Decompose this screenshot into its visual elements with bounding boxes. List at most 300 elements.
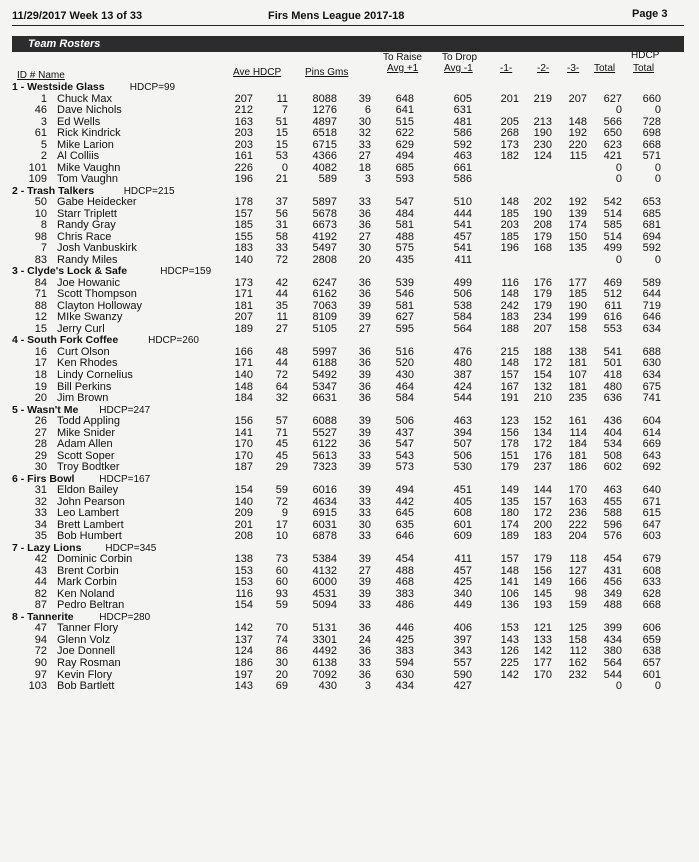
team-name: 3 - Clyde's Lock & Safe xyxy=(12,265,128,278)
player-total: 0 xyxy=(615,253,622,266)
player-games: 36 xyxy=(358,276,371,289)
player-id: 42 xyxy=(34,553,47,566)
player-to-raise: 629 xyxy=(395,138,414,151)
player-id: 98 xyxy=(34,230,47,243)
player-name: Randy Gray xyxy=(57,219,116,232)
player-games: 36 xyxy=(358,668,371,681)
player-to-drop: 425 xyxy=(453,576,472,589)
player-game-1: 142 xyxy=(500,668,519,681)
player-pins: 1276 xyxy=(312,104,337,117)
team-header-row xyxy=(0,405,699,416)
team-hdcp: HDCP=260 xyxy=(148,335,199,347)
player-game-3: 127 xyxy=(568,564,587,577)
player-hdcp: 44 xyxy=(275,357,288,370)
player-game-1: 151 xyxy=(500,449,519,462)
player-to-raise: 584 xyxy=(395,392,414,405)
player-game-1: 148 xyxy=(500,357,519,370)
player-total: 456 xyxy=(603,576,622,589)
player-id: 1 xyxy=(40,92,47,105)
player-game-2: 183 xyxy=(533,530,552,543)
player-id: 10 xyxy=(34,207,47,220)
player-row xyxy=(0,554,699,565)
player-game-3: 98 xyxy=(574,587,587,600)
player-game-1: 136 xyxy=(500,599,519,612)
player-hdcp-total: 685 xyxy=(642,207,661,220)
player-name: Joe Donnell xyxy=(57,645,116,658)
player-hdcp: 29 xyxy=(275,461,288,474)
player-name: Bill Perkins xyxy=(57,380,112,393)
player-game-1: 185 xyxy=(500,230,519,243)
player-hdcp: 27 xyxy=(275,322,288,335)
player-game-2: 208 xyxy=(533,219,552,232)
team-hdcp: HDCP=167 xyxy=(99,473,151,485)
player-game-1: 149 xyxy=(500,484,519,497)
player-hdcp: 60 xyxy=(275,576,288,589)
player-to-drop: 590 xyxy=(453,668,472,681)
player-id: 97 xyxy=(34,668,47,681)
player-game-3: 222 xyxy=(568,518,587,531)
player-to-drop: 586 xyxy=(453,127,472,140)
player-hdcp: 53 xyxy=(275,150,288,163)
player-pins: 6162 xyxy=(312,288,337,301)
player-to-drop: 444 xyxy=(453,207,472,220)
player-to-drop: 530 xyxy=(453,461,472,474)
player-pins: 6016 xyxy=(312,484,337,497)
player-total: 434 xyxy=(603,633,622,646)
player-name: Dominic Corbin xyxy=(57,553,133,566)
player-to-raise: 515 xyxy=(395,115,414,128)
player-game-3: 185 xyxy=(568,288,587,301)
player-total: 421 xyxy=(603,150,622,163)
player-to-raise: 446 xyxy=(395,622,414,635)
player-total: 512 xyxy=(603,288,622,301)
player-id: 61 xyxy=(34,127,47,140)
player-game-2: 172 xyxy=(533,357,552,370)
player-id: 84 xyxy=(34,276,47,289)
player-name: Dave Nichols xyxy=(57,104,122,117)
player-games: 39 xyxy=(358,461,371,474)
team-hdcp: HDCP=99 xyxy=(129,82,176,93)
player-to-raise: 520 xyxy=(395,357,414,370)
player-name: Adam Allen xyxy=(57,438,113,451)
player-name: Al Colliis xyxy=(57,150,100,163)
player-hdcp-total: 633 xyxy=(642,576,661,589)
player-game-3: 174 xyxy=(568,219,587,232)
player-pins: 4366 xyxy=(312,150,337,163)
player-hdcp: 9 xyxy=(281,507,288,520)
player-hdcp: 17 xyxy=(275,518,288,531)
player-id: 46 xyxy=(34,104,47,117)
player-pins: 430 xyxy=(318,680,337,693)
player-total: 0 xyxy=(615,680,622,693)
player-game-2: 172 xyxy=(533,507,552,520)
col-ave-hdcp: Ave HDCP xyxy=(233,67,282,78)
player-game-1: 201 xyxy=(500,92,519,105)
player-name: Starr Triplett xyxy=(57,207,117,220)
player-name: Gabe Heidecker xyxy=(57,196,137,209)
player-hdcp-total: 589 xyxy=(642,276,661,289)
player-name: Mike Snider xyxy=(57,426,116,439)
player-to-raise: 430 xyxy=(395,369,414,381)
player-game-1: 189 xyxy=(500,530,519,543)
player-hdcp-total: 646 xyxy=(642,311,661,324)
player-games: 36 xyxy=(358,207,371,220)
player-game-2: 133 xyxy=(533,633,552,646)
player-to-drop: 463 xyxy=(453,415,472,428)
player-total: 627 xyxy=(603,92,622,105)
player-average: 140 xyxy=(234,495,253,508)
player-average: 185 xyxy=(234,219,253,232)
player-id: 109 xyxy=(28,173,47,186)
player-hdcp: 37 xyxy=(275,196,288,209)
player-total: 380 xyxy=(603,645,622,658)
player-to-drop: 457 xyxy=(453,230,472,243)
player-to-drop: 506 xyxy=(453,288,472,301)
player-games: 6 xyxy=(364,104,371,117)
player-game-3: 125 xyxy=(568,622,587,635)
player-average: 171 xyxy=(234,288,253,301)
player-row xyxy=(0,439,699,450)
player-name: Joe Howanic xyxy=(57,276,120,289)
player-to-drop: 564 xyxy=(453,322,472,335)
player-id: 82 xyxy=(34,587,47,600)
player-hdcp-total: 614 xyxy=(642,426,661,439)
player-games: 39 xyxy=(358,484,371,497)
player-game-2: 234 xyxy=(533,311,552,324)
player-average: 154 xyxy=(234,599,253,612)
player-id: 94 xyxy=(34,633,47,646)
col-pins-gms: Pins Gms xyxy=(305,67,349,78)
player-average: 189 xyxy=(234,322,253,335)
player-pins: 6031 xyxy=(312,518,337,531)
player-game-1: 153 xyxy=(500,622,519,635)
player-row xyxy=(0,382,699,393)
player-games: 36 xyxy=(358,438,371,451)
player-total: 501 xyxy=(603,357,622,370)
player-hdcp-total: 668 xyxy=(642,138,661,151)
player-row xyxy=(0,209,699,220)
player-row xyxy=(0,566,699,577)
player-to-drop: 411 xyxy=(454,253,472,266)
player-game-3: 177 xyxy=(568,276,587,289)
player-game-1: 106 xyxy=(500,587,519,600)
player-games: 36 xyxy=(358,219,371,232)
player-pins: 6138 xyxy=(312,657,337,669)
player-row xyxy=(0,347,699,358)
player-name: Bob Humbert xyxy=(57,530,122,543)
player-average: 153 xyxy=(234,564,253,577)
player-game-1: 135 xyxy=(500,495,519,508)
player-games: 30 xyxy=(358,242,371,255)
player-hdcp: 56 xyxy=(275,207,288,220)
col-avg-plus-1: Avg +1 xyxy=(387,63,419,74)
player-row xyxy=(0,428,699,439)
player-hdcp-total: 692 xyxy=(642,461,661,474)
player-id: 32 xyxy=(34,495,47,508)
player-game-1: 167 xyxy=(500,380,519,393)
player-pins: 5997 xyxy=(312,345,337,358)
player-game-1: 188 xyxy=(500,322,519,335)
player-hdcp-total: 0 xyxy=(654,173,661,186)
player-game-2: 145 xyxy=(533,587,552,600)
player-pins: 4492 xyxy=(312,645,337,658)
player-hdcp: 44 xyxy=(275,288,288,301)
player-game-3: 186 xyxy=(568,461,587,474)
player-to-raise: 494 xyxy=(395,484,414,497)
player-to-raise: 383 xyxy=(395,645,414,658)
player-pins: 5897 xyxy=(312,196,337,209)
player-game-1: 180 xyxy=(500,507,519,520)
player-game-3: 107 xyxy=(568,369,587,381)
player-game-2: 179 xyxy=(533,230,552,243)
player-name: Scott Soper xyxy=(57,449,115,462)
player-to-raise: 539 xyxy=(395,276,414,289)
player-average: 207 xyxy=(234,92,253,105)
player-to-drop: 481 xyxy=(453,115,472,128)
player-hdcp: 60 xyxy=(275,564,288,577)
league-title: Firs Mens League 2017-18 xyxy=(268,10,405,22)
player-game-3: 162 xyxy=(568,657,587,669)
player-game-1: 225 xyxy=(500,657,519,669)
player-hdcp: 93 xyxy=(275,587,288,600)
player-pins: 7063 xyxy=(312,299,337,312)
player-game-2: 207 xyxy=(533,322,552,335)
player-to-raise: 494 xyxy=(395,150,414,163)
player-pins: 6122 xyxy=(312,438,337,451)
player-id: 27 xyxy=(34,426,47,439)
player-name: Bob Bartlett xyxy=(57,680,115,693)
player-to-drop: 506 xyxy=(453,449,472,462)
player-games: 36 xyxy=(358,288,371,301)
player-game-2: 176 xyxy=(533,449,552,462)
player-game-1: 143 xyxy=(500,633,519,646)
player-game-3: 192 xyxy=(568,196,587,209)
player-games: 36 xyxy=(358,345,371,358)
player-to-drop: 480 xyxy=(453,357,472,370)
player-row xyxy=(0,243,699,254)
player-pins: 7092 xyxy=(312,668,337,681)
player-game-3: 139 xyxy=(568,207,587,220)
player-hdcp: 72 xyxy=(275,495,288,508)
team-name: 6 - Firs Bowl xyxy=(12,472,75,485)
player-game-2: 179 xyxy=(533,288,552,301)
player-total: 488 xyxy=(603,599,622,612)
player-game-3: 112 xyxy=(569,645,587,658)
player-game-1: 148 xyxy=(500,196,519,209)
player-pins: 5384 xyxy=(312,553,337,566)
player-game-1: 242 xyxy=(500,299,519,312)
player-game-3: 166 xyxy=(568,576,587,589)
player-pins: 6673 xyxy=(312,219,337,232)
player-row xyxy=(0,174,699,185)
player-pins: 5678 xyxy=(312,207,337,220)
player-average: 183 xyxy=(234,242,253,255)
player-to-raise: 573 xyxy=(395,461,414,474)
player-to-raise: 646 xyxy=(395,530,414,543)
player-hdcp-total: 628 xyxy=(642,587,661,600)
player-total: 480 xyxy=(603,380,622,393)
player-row xyxy=(0,220,699,231)
player-pins: 6247 xyxy=(312,276,337,289)
player-row xyxy=(0,416,699,427)
player-hdcp-total: 719 xyxy=(642,299,661,312)
player-to-drop: 427 xyxy=(453,680,472,693)
player-to-drop: 343 xyxy=(453,645,472,658)
player-row xyxy=(0,117,699,128)
player-to-raise: 635 xyxy=(395,518,414,531)
player-to-raise: 547 xyxy=(395,196,414,209)
player-row xyxy=(0,577,699,588)
player-pins: 4082 xyxy=(312,161,337,174)
team-header-row xyxy=(0,612,699,623)
player-hdcp: 30 xyxy=(275,657,288,669)
player-game-1: 268 xyxy=(500,127,519,140)
player-average: 187 xyxy=(234,461,253,474)
player-id: 16 xyxy=(34,345,47,358)
player-row xyxy=(0,358,699,369)
player-game-2: 157 xyxy=(533,495,552,508)
player-games: 32 xyxy=(358,127,371,140)
section-title: Team Rosters xyxy=(28,38,101,50)
player-total: 636 xyxy=(603,392,622,405)
player-total: 0 xyxy=(615,104,622,117)
player-game-1: 183 xyxy=(500,311,519,324)
player-to-drop: 411 xyxy=(454,553,472,566)
player-game-2: 176 xyxy=(533,276,552,289)
player-game-3: 115 xyxy=(569,150,587,163)
player-total: 0 xyxy=(615,161,622,174)
player-games: 36 xyxy=(358,380,371,393)
player-row xyxy=(0,462,699,473)
player-name: Troy Bodtker xyxy=(57,461,120,474)
player-hdcp: 48 xyxy=(275,345,288,358)
player-name: Clayton Holloway xyxy=(57,299,142,312)
page-number: Page 3 xyxy=(632,8,668,20)
player-pins: 6000 xyxy=(312,576,337,589)
player-games: 39 xyxy=(358,553,371,566)
player-total: 611 xyxy=(604,299,622,312)
player-games: 33 xyxy=(358,196,371,209)
player-games: 3 xyxy=(364,680,371,693)
player-id: 88 xyxy=(34,299,47,312)
player-game-2: 142 xyxy=(533,645,552,658)
player-hdcp-total: 608 xyxy=(642,564,661,577)
player-average: 197 xyxy=(234,668,253,681)
player-game-2: 121 xyxy=(533,622,552,635)
player-hdcp-total: 571 xyxy=(642,150,661,163)
player-to-raise: 488 xyxy=(395,230,414,243)
player-average: 148 xyxy=(234,380,253,393)
player-name: Ken Rhodes xyxy=(57,357,118,370)
player-game-2: 156 xyxy=(533,564,552,577)
player-average: 186 xyxy=(234,657,253,669)
player-to-raise: 543 xyxy=(395,449,414,462)
player-row xyxy=(0,312,699,323)
player-hdcp: 64 xyxy=(275,380,288,393)
player-id: 34 xyxy=(34,518,47,531)
player-game-1: 182 xyxy=(500,150,519,163)
player-pins: 5613 xyxy=(312,449,337,462)
player-to-raise: 547 xyxy=(395,438,414,451)
player-hdcp-total: 604 xyxy=(642,415,661,428)
player-row xyxy=(0,128,699,139)
player-row xyxy=(0,623,699,634)
player-to-drop: 457 xyxy=(453,564,472,577)
player-games: 39 xyxy=(358,426,371,439)
player-game-3: 235 xyxy=(568,392,587,405)
player-hdcp-total: 679 xyxy=(642,553,661,566)
player-row xyxy=(0,163,699,174)
player-pins: 7323 xyxy=(312,461,337,474)
player-average: 124 xyxy=(234,645,253,658)
player-name: Ed Wells xyxy=(57,115,101,128)
player-games: 18 xyxy=(358,161,371,174)
team-header-row xyxy=(0,335,699,346)
player-id: 8 xyxy=(40,219,47,232)
player-to-drop: 340 xyxy=(453,587,472,600)
player-to-raise: 488 xyxy=(395,564,414,577)
player-id: 31 xyxy=(34,484,47,497)
player-average: 153 xyxy=(234,576,253,589)
player-to-raise: 383 xyxy=(395,587,414,600)
player-total: 623 xyxy=(603,138,622,151)
player-average: 203 xyxy=(234,138,253,151)
player-hdcp-total: 601 xyxy=(642,668,661,681)
player-hdcp-total: 688 xyxy=(642,345,661,358)
player-average: 142 xyxy=(234,622,253,635)
player-game-3: 184 xyxy=(568,438,587,451)
player-hdcp: 45 xyxy=(275,449,288,462)
player-to-raise: 442 xyxy=(395,495,414,508)
player-hdcp: 86 xyxy=(275,645,288,658)
player-average: 157 xyxy=(234,207,253,220)
col-game-1: -1- xyxy=(500,63,513,74)
player-to-drop: 601 xyxy=(453,518,472,531)
player-hdcp-total: 615 xyxy=(642,507,661,520)
player-games: 33 xyxy=(358,530,371,543)
player-to-raise: 641 xyxy=(395,104,414,117)
player-average: 170 xyxy=(234,438,253,451)
player-games: 39 xyxy=(358,369,371,381)
player-hdcp-total: 630 xyxy=(642,357,661,370)
player-hdcp: 15 xyxy=(275,138,288,151)
player-average: 226 xyxy=(234,161,253,174)
player-pins: 5131 xyxy=(312,622,337,635)
player-game-1: 116 xyxy=(501,276,519,289)
player-games: 36 xyxy=(358,645,371,658)
player-hdcp: 31 xyxy=(275,219,288,232)
player-total: 650 xyxy=(603,127,622,140)
player-to-raise: 627 xyxy=(395,311,414,324)
player-average: 196 xyxy=(234,173,253,186)
player-total: 616 xyxy=(603,311,622,324)
player-hdcp-total: 0 xyxy=(654,161,661,174)
player-to-raise: 581 xyxy=(395,299,414,312)
player-to-raise: 645 xyxy=(395,507,414,520)
player-row xyxy=(0,635,699,646)
player-row xyxy=(0,451,699,462)
player-hdcp-total: 640 xyxy=(642,484,661,497)
player-games: 27 xyxy=(358,150,371,163)
player-hdcp: 58 xyxy=(275,230,288,243)
player-average: 143 xyxy=(234,680,253,693)
player-to-drop: 449 xyxy=(453,599,472,612)
player-total: 418 xyxy=(603,369,622,381)
player-games: 36 xyxy=(358,622,371,635)
player-total: 542 xyxy=(603,196,622,209)
player-id: 47 xyxy=(34,622,47,635)
player-game-2: 177 xyxy=(533,657,552,669)
